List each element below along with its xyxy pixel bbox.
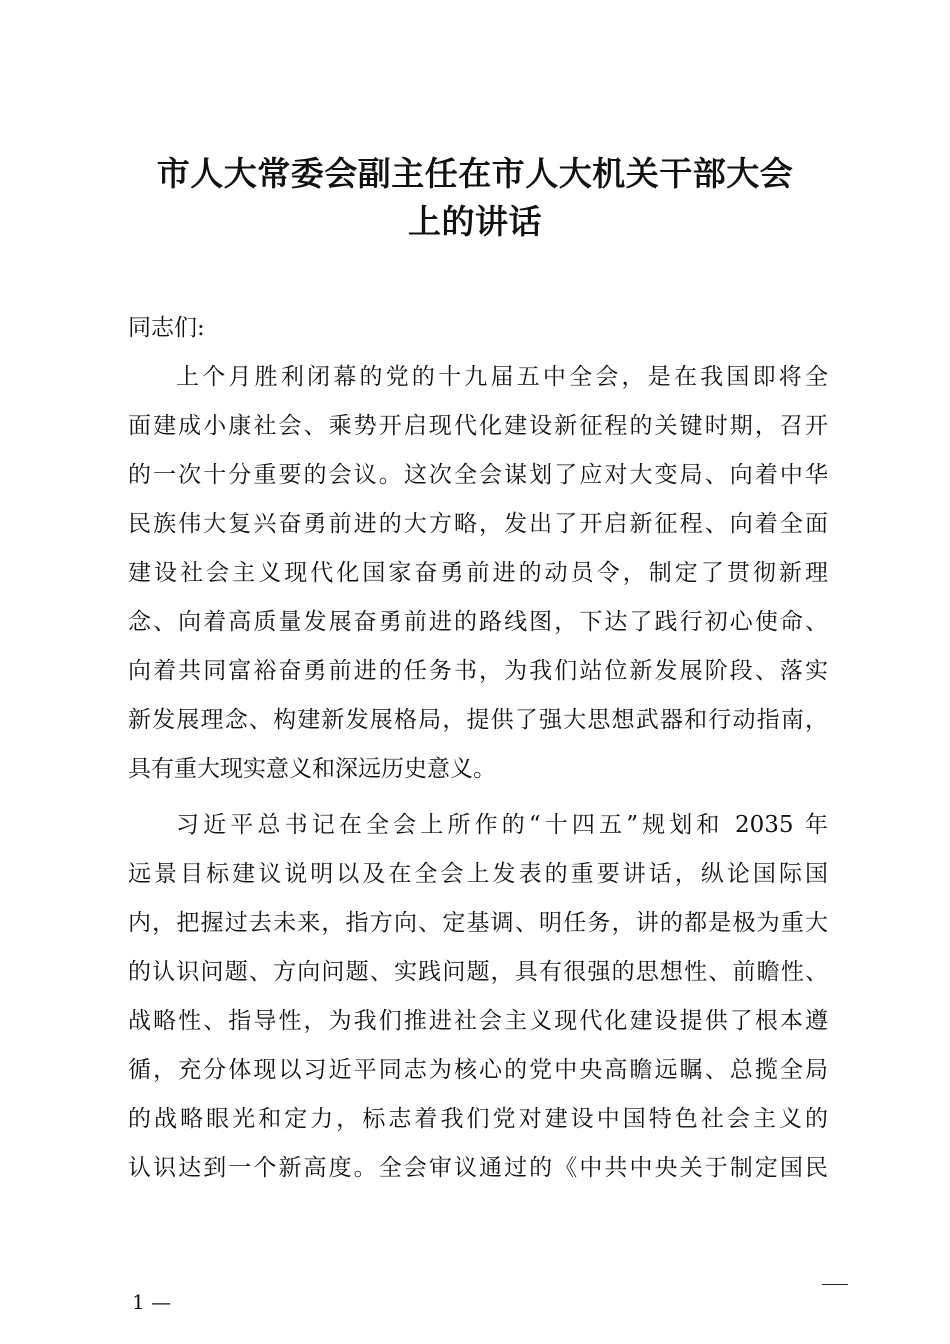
paragraph-line: 战略性、指导性，为我们推进社会主义现代化建设提供了根本遵 [128,1008,828,1034]
paragraph-line: 的认识问题、方向问题、实践问题，具有很强的思想性、前瞻性、 [128,959,828,985]
paragraph-line: 民族伟大复兴奋勇前进的大方略，发出了开启新征程、向着全面 [128,511,828,537]
title-line-2: 上的讲话 [408,202,542,241]
paragraph-line: 建设社会主义现代化国家奋勇前进的动员令，制定了贯彻新理 [128,560,828,586]
paragraph-line: 习近平总书记在全会上所作的“十四五”规划和 2035 年 [176,812,828,838]
paragraph-line: 念、向着高质量发展奋勇前进的路线图，下达了践行初心使命、 [128,609,828,635]
paragraph-line: 上个月胜利闭幕的党的十九届五中全会，是在我国即将全 [176,364,828,390]
paragraph-line: 的一次十分重要的会议。这次全会谋划了应对大变局、向着中华 [128,462,828,488]
paragraph-line: 的战略眼光和定力，标志着我们党对建设中国特色社会主义的 [128,1106,828,1132]
document-title [120,150,830,246]
paragraph-line: 内，把握过去未来，指方向、定基调、明任务，讲的都是极为重大 [128,910,828,936]
paragraph-gap [128,794,828,801]
paragraph-1 [128,353,828,794]
paragraph-line: 面建成小康社会、乘势开启现代化建设新征程的关键时期，召开 [128,413,828,439]
paragraph-line: 循，充分体现以习近平同志为核心的党中央高瞻远瞩、总揽全局 [128,1057,828,1083]
paragraph-line: 具有重大现实意义和深远历史意义。 [128,756,496,782]
title-line-1: 市人大常委会副主任在市人大机关干部大会 [156,154,794,193]
paragraph-line: 远景目标建议说明以及在全会上发表的重要讲话，纵论国际国 [128,861,828,887]
salutation: 同志们: [128,315,205,341]
page-number: 1 — [132,1290,172,1314]
paragraph-line: 新发展理念、构建新发展格局，提供了强大思想武器和行动指南， [128,707,828,733]
paragraph-line: 向着共同富裕奋勇前进的任务书，为我们站位新发展阶段、落实 [128,658,828,684]
paragraph-line: 认识达到一个新高度。全会审议通过的《中共中央关于制定国民 [128,1155,828,1181]
footer-rule [822,1284,848,1285]
document-body [128,304,828,1193]
paragraph-2 [128,801,828,1193]
